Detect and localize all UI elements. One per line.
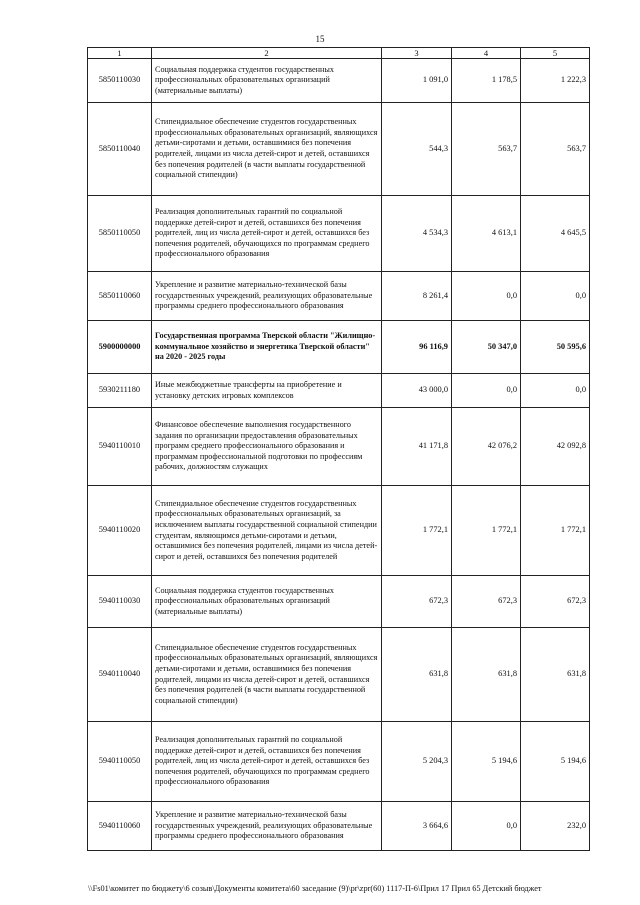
expense-name-cell: Укрепление и развитие материально-технической базы государственных учреждений, реализующих образовательные программы среднего профессионального образования	[152, 272, 382, 321]
amount-col5-cell: 232,0	[521, 802, 590, 851]
amount-col5-cell: 42 092,8	[521, 408, 590, 486]
amount-col5-cell: 563,7	[521, 103, 590, 196]
amount-col4-cell: 563,7	[452, 103, 521, 196]
budget-table	[87, 47, 590, 851]
amount-col3-cell: 1 091,0	[382, 59, 452, 103]
amount-col3-cell: 544,3	[382, 103, 452, 196]
budget-code-cell: 5940110050	[88, 722, 152, 802]
table-row	[88, 374, 590, 408]
expense-name-cell: Социальная поддержка студентов государственных профессиональных образовательных организаций (материальные выплаты)	[152, 576, 382, 628]
amount-col4-cell: 0,0	[452, 802, 521, 851]
amount-col3-cell: 96 116,9	[382, 321, 452, 374]
expense-name-cell: Реализация дополнительных гарантий по социальной поддержке детей-сирот и детей, оставшихся без попечения родителей, лиц из числа детей-сирот и детей, оставшихся без попечения родителей, обучающихся по программам среднего профессионального образования	[152, 722, 382, 802]
column-header-2: 2	[152, 48, 382, 59]
budget-code-cell: 5940110040	[88, 628, 152, 722]
expense-name-cell: Стипендиальное обеспечение студентов государственных профессиональных образовательных организаций, являющихся детьми-сиротами и детьми, оставшимися без попечения родителей, лицами из числа детей-сирот и детей, оставшихся без попечения родителей (в части выплаты государственной социальной стипендии)	[152, 628, 382, 722]
table-row	[88, 802, 590, 851]
header-row	[88, 48, 590, 59]
table-row	[88, 408, 590, 486]
amount-col3-cell: 41 171,8	[382, 408, 452, 486]
budget-code-cell: 5940110030	[88, 576, 152, 628]
budget-code-cell: 5940110060	[88, 802, 152, 851]
amount-col5-cell: 672,3	[521, 576, 590, 628]
expense-name-cell: Социальная поддержка студентов государственных профессиональных образовательных организаций (материальные выплаты)	[152, 59, 382, 103]
amount-col5-cell: 50 595,6	[521, 321, 590, 374]
amount-col5-cell: 0,0	[521, 374, 590, 408]
amount-col4-cell: 1 772,1	[452, 486, 521, 576]
amount-col4-cell: 5 194,6	[452, 722, 521, 802]
amount-col5-cell: 1 772,1	[521, 486, 590, 576]
amount-col5-cell: 1 222,3	[521, 59, 590, 103]
budget-code-cell: 5850110030	[88, 59, 152, 103]
budget-code-cell: 5900000000	[88, 321, 152, 374]
expense-name-cell: Иные межбюджетные трансферты на приобретение и установку детских игровых комплексов	[152, 374, 382, 408]
table-row	[88, 576, 590, 628]
table-row	[88, 272, 590, 321]
expense-name-cell: Финансовое обеспечение выполнения государственного задания по организации предоставления образовательных программ среднего профессионального образования и программам профессиональной подготовки по профессиям рабочих, должностям служащих	[152, 408, 382, 486]
budget-code-cell: 5850110060	[88, 272, 152, 321]
page-number: 15	[315, 34, 325, 44]
expense-name-cell: Стипендиальное обеспечение студентов государственных профессиональных образовательных организаций, являющихся детьми-сиротами и детьми, оставшимися без попечения родителей, лицами из числа детей-сирот и детей, оставшихся без попечения родителей (в части выплаты государственной социальной стипендии)	[152, 103, 382, 196]
expense-name-cell: Государственная программа Тверской области "Жилищно-коммунальное хозяйство и энергетика Тверской области" на 2020 - 2025 годы	[152, 321, 382, 374]
file-path-footer: \\Fs01\комитет по бюджету\6 созыв\Документы комитета\60 заседание (9)\pr\zpr(60) 1117-П-6\Прил 17 Прил 65 Детский бюджет	[88, 884, 542, 893]
column-header-5: 5	[521, 48, 590, 59]
budget-code-cell: 5940110020	[88, 486, 152, 576]
amount-col3-cell: 5 204,3	[382, 722, 452, 802]
amount-col5-cell: 631,8	[521, 628, 590, 722]
budget-code-cell: 5850110050	[88, 196, 152, 272]
table-row	[88, 103, 590, 196]
expense-name-cell: Стипендиальное обеспечение студентов государственных профессиональных образовательных организаций, за исключением выплаты государственной социальной стипендии студентам, являющимся детьми-сиротами и детьми, оставшимися без попечения родителей, лицами из числа детей-сирот и детей, оставшихся без попечения родителей	[152, 486, 382, 576]
amount-col4-cell: 0,0	[452, 374, 521, 408]
amount-col4-cell: 42 076,2	[452, 408, 521, 486]
amount-col3-cell: 631,8	[382, 628, 452, 722]
amount-col5-cell: 5 194,6	[521, 722, 590, 802]
expense-name-cell: Укрепление и развитие материально-технической базы государственных учреждений, реализующих образовательные программы среднего профессионального образования	[152, 802, 382, 851]
table-row	[88, 321, 590, 374]
amount-col5-cell: 4 645,5	[521, 196, 590, 272]
amount-col3-cell: 672,3	[382, 576, 452, 628]
table-row	[88, 59, 590, 103]
budget-code-cell: 5930211180	[88, 374, 152, 408]
column-header-3: 3	[382, 48, 452, 59]
amount-col4-cell: 4 613,1	[452, 196, 521, 272]
table-row	[88, 628, 590, 722]
amount-col4-cell: 0,0	[452, 272, 521, 321]
budget-code-cell: 5850110040	[88, 103, 152, 196]
table-row	[88, 486, 590, 576]
table-row	[88, 196, 590, 272]
table-body	[88, 59, 590, 851]
amount-col3-cell: 3 664,6	[382, 802, 452, 851]
amount-col5-cell: 0,0	[521, 272, 590, 321]
expense-name-cell: Реализация дополнительных гарантий по социальной поддержке детей-сирот и детей, оставшихся без попечения родителей, лиц из числа детей-сирот и детей, оставшихся без попечения родителей, обучающихся по программам среднего профессионального образования	[152, 196, 382, 272]
amount-col3-cell: 4 534,3	[382, 196, 452, 272]
budget-code-cell: 5940110010	[88, 408, 152, 486]
amount-col3-cell: 43 000,0	[382, 374, 452, 408]
column-header-1: 1	[88, 48, 152, 59]
amount-col3-cell: 8 261,4	[382, 272, 452, 321]
amount-col3-cell: 1 772,1	[382, 486, 452, 576]
table-row	[88, 722, 590, 802]
amount-col4-cell: 631,8	[452, 628, 521, 722]
amount-col4-cell: 50 347,0	[452, 321, 521, 374]
amount-col4-cell: 1 178,5	[452, 59, 521, 103]
column-header-4: 4	[452, 48, 521, 59]
amount-col4-cell: 672,3	[452, 576, 521, 628]
